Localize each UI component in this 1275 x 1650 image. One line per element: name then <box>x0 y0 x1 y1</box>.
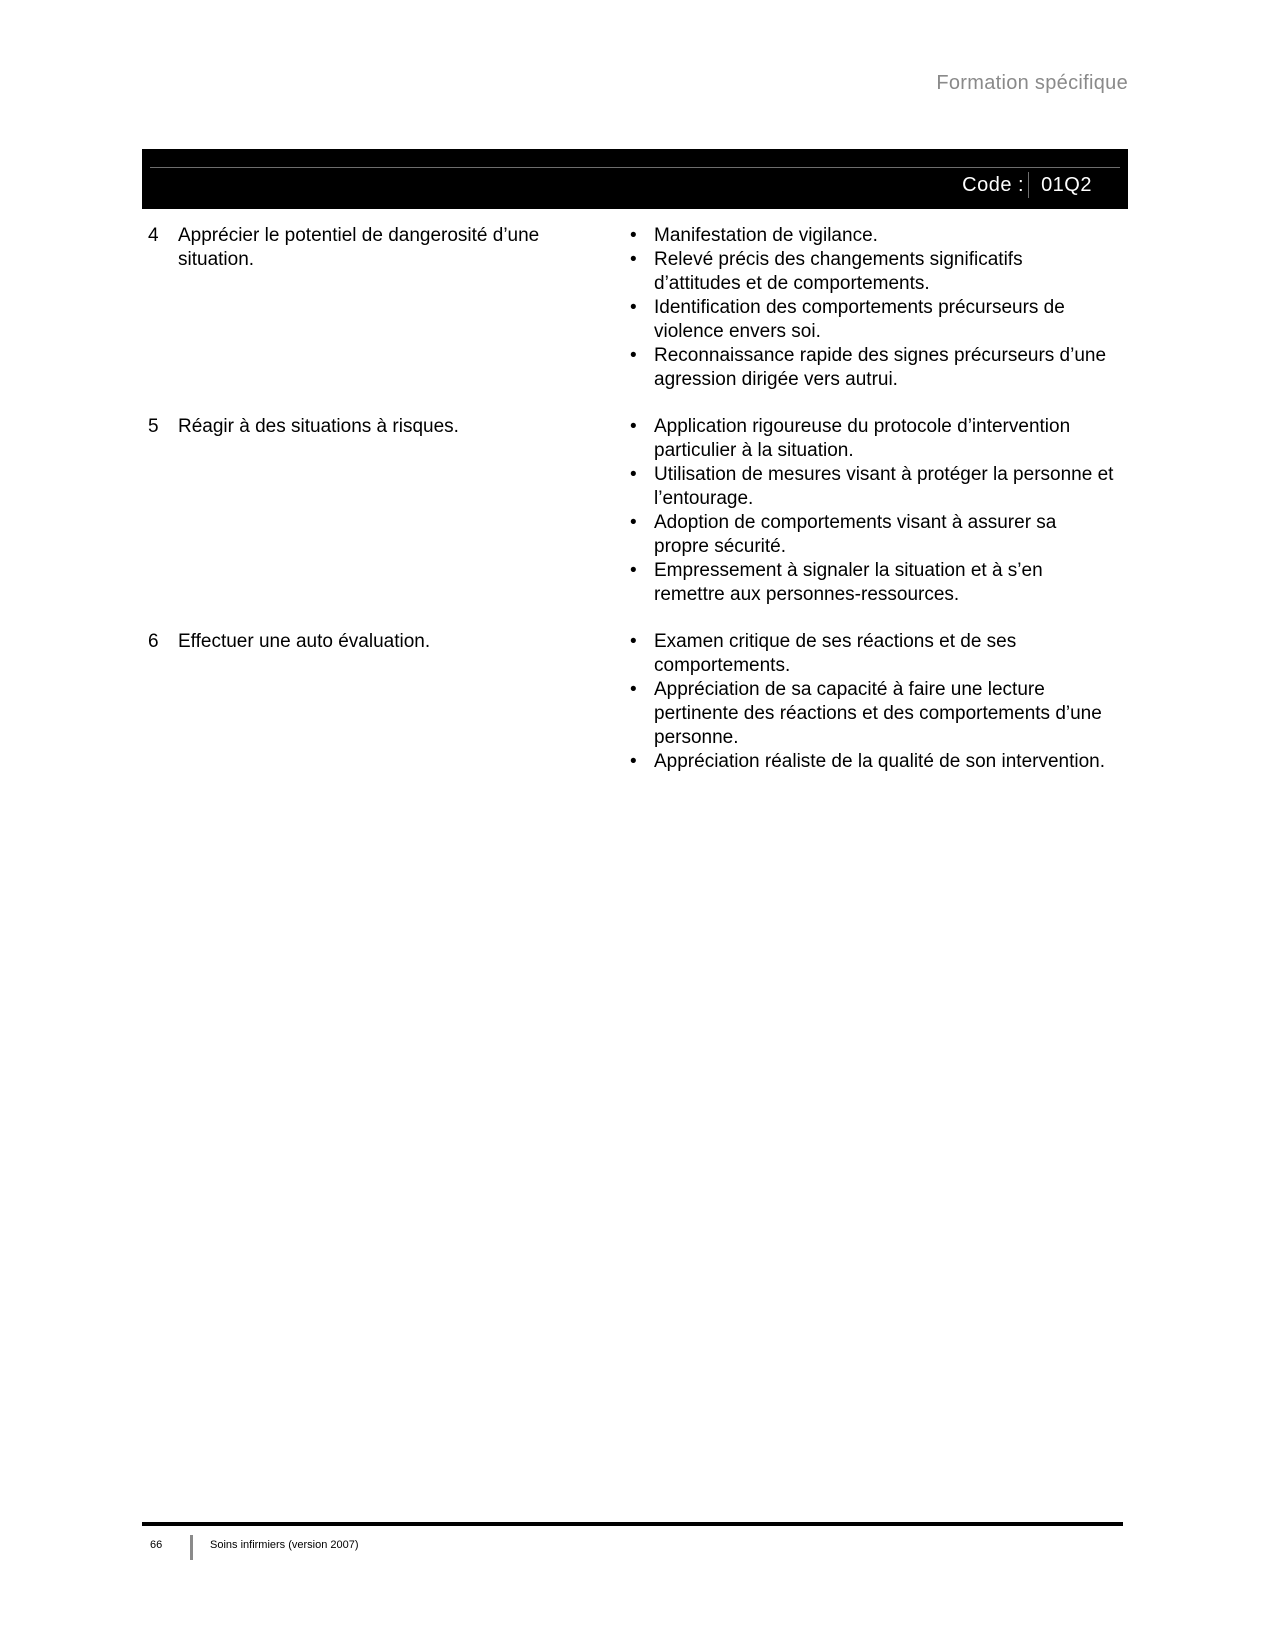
criterion-number: 5 <box>148 416 159 437</box>
performance-list <box>628 224 1120 392</box>
criterion-cell <box>148 630 628 774</box>
list-item: • Adoption de comportements visant à assurer sa propre sécurité. <box>630 512 1057 557</box>
document-title: Soins infirmiers (version 2007) <box>210 1539 359 1551</box>
page-number: 66 <box>150 1539 163 1551</box>
bullet-icon: • <box>630 225 637 246</box>
criterion-cell <box>148 224 628 392</box>
bullet-icon: • <box>630 249 637 270</box>
list-item: • Relevé précis des changements significatifs d’attitudes et de comportements. <box>630 249 1023 294</box>
bullet-icon: • <box>630 345 637 366</box>
footer-separator <box>190 1535 193 1560</box>
list-item: • Appréciation de sa capacité à faire une lecture pertinente des réactions et des comportements d’une personne. <box>630 679 1102 748</box>
bullet-icon: • <box>630 560 637 581</box>
code-bar <box>142 149 1128 209</box>
list-item: • Utilisation de mesures visant à protéger la personne et l’entourage. <box>630 464 1114 509</box>
criterion-cell <box>148 415 628 607</box>
criterion-text: Effectuer une auto évaluation. <box>178 631 431 652</box>
list-item: • Identification des comportements précurseurs de violence envers soi. <box>630 297 1065 342</box>
code-field <box>962 168 1092 202</box>
list-item: • Examen critique de ses réactions et de ses comportements. <box>630 631 1017 676</box>
bullet-icon: • <box>630 464 637 485</box>
performance-list <box>628 415 1120 607</box>
bullet-icon: • <box>630 631 637 652</box>
bullet-icon: • <box>630 416 637 437</box>
criterion-text: Réagir à des situations à risques. <box>178 416 459 437</box>
list-item: • Reconnaissance rapide des signes précurseurs d’une agression dirigée vers autrui. <box>630 345 1107 390</box>
list-item: • Application rigoureuse du protocole d’intervention particulier à la situation. <box>630 416 1071 461</box>
table-row <box>148 415 1128 607</box>
footer-rule <box>142 1522 1123 1526</box>
criteria-table <box>148 224 1128 774</box>
code-separator <box>1028 172 1029 198</box>
performance-list <box>628 630 1120 774</box>
bullet-icon: • <box>630 679 637 700</box>
list-item: • Appréciation réaliste de la qualité de son intervention. <box>630 751 1106 772</box>
code-label: Code : <box>962 173 1025 196</box>
code-value: 01Q2 <box>1041 173 1092 196</box>
list-item: • Manifestation de vigilance. <box>630 225 878 246</box>
running-head: Formation spécifique <box>936 72 1128 94</box>
criterion-number: 4 <box>148 225 159 246</box>
bullet-icon: • <box>630 512 637 533</box>
criterion-number: 6 <box>148 631 159 652</box>
list-item: • Empressement à signaler la situation et à s’en remettre aux personnes-ressources. <box>630 560 1043 605</box>
bullet-icon: • <box>630 751 637 772</box>
bullet-icon: • <box>630 297 637 318</box>
table-row <box>148 630 1128 774</box>
criterion-text: Apprécier le potentiel de dangerosité d’une situation. <box>178 225 540 270</box>
table-row <box>148 224 1128 392</box>
